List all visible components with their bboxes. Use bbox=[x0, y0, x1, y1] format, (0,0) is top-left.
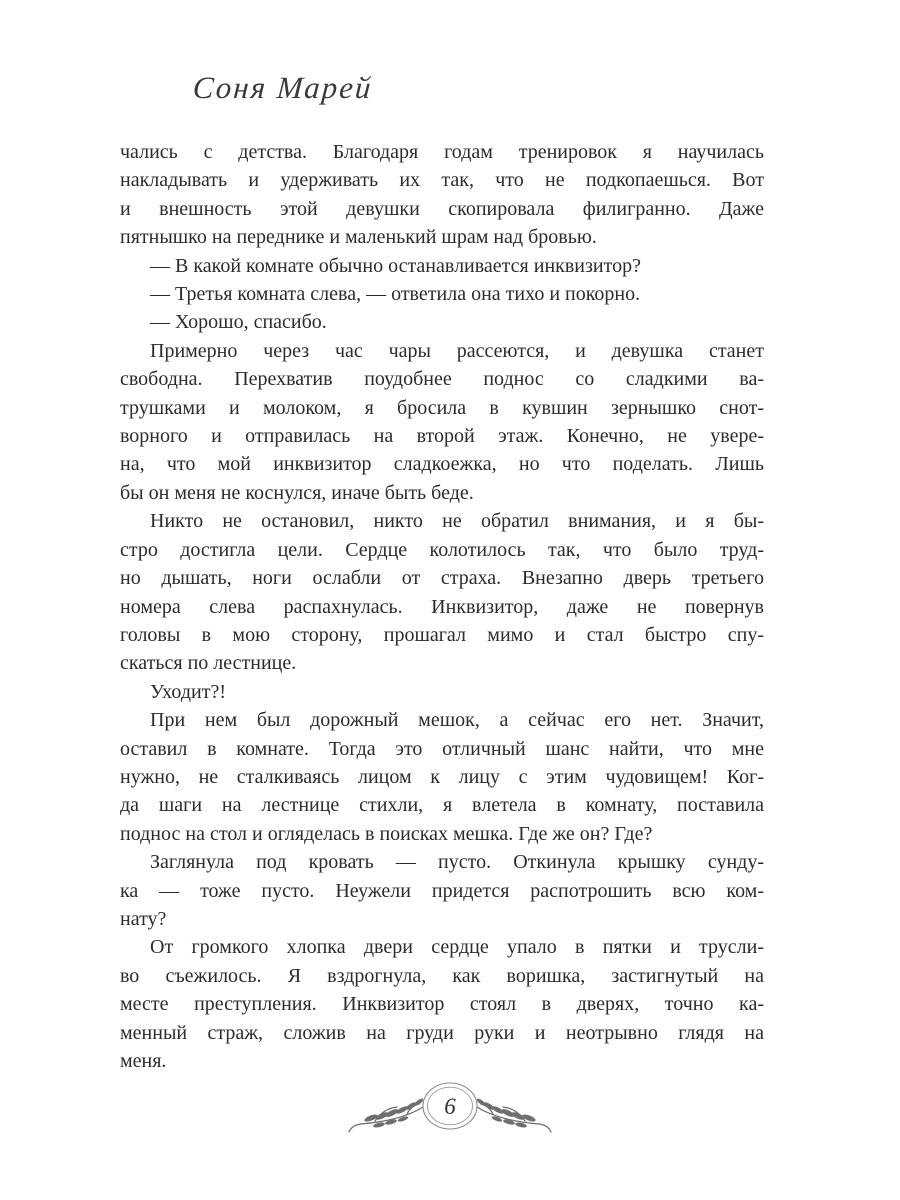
text-line: Уходит?! bbox=[150, 680, 226, 703]
page-number-ornament bbox=[335, 1076, 565, 1138]
paragraph bbox=[120, 138, 764, 252]
paragraph bbox=[120, 678, 764, 706]
text-line: поднос на стол и огляделась в поисках мешка. Где же он? Где? bbox=[120, 822, 653, 845]
text-line: ворного и отправилась на второй этаж. Конечно, не увере- bbox=[120, 425, 764, 448]
text-line: оставил в комнате. Тогда это отличный шанс найти, что мне bbox=[120, 737, 764, 760]
text-line: От громкого хлопка двери сердце упало в пятки и трусли- bbox=[150, 936, 764, 959]
text-line: Никто не остановил, никто не обратил внимания, и я бы- bbox=[150, 510, 764, 533]
text-line: При нем был дорожный мешок, а сейчас его нет. Значит, bbox=[150, 709, 764, 732]
page-number: 6 bbox=[444, 1094, 456, 1119]
paragraph bbox=[120, 337, 764, 507]
text-line: свободна. Перехватив поудобнее поднос со сладкими ва- bbox=[120, 368, 764, 391]
text-line: но дышать, ноги ослабли от страха. Внезапно дверь третьего bbox=[120, 567, 764, 590]
text-line: пятнышко на переднике и маленький шрам над бровью. bbox=[120, 226, 597, 249]
text-line: и внешность этой девушки скопировала филигранно. Даже bbox=[120, 197, 764, 220]
paragraph bbox=[120, 706, 764, 848]
flourish-right-icon bbox=[476, 1097, 551, 1132]
text-line: — Хорошо, спасибо. bbox=[150, 311, 327, 334]
paragraph bbox=[120, 280, 764, 308]
text-line: да шаги на лестнице стихли, я влетела в комнату, поставила bbox=[120, 794, 764, 817]
text-line: Заглянула под кровать — пусто. Откинула крышку сунду- bbox=[150, 851, 764, 874]
flourish-left-icon bbox=[349, 1097, 424, 1132]
paragraph bbox=[120, 848, 764, 933]
paragraph bbox=[120, 507, 764, 677]
text-line: месте преступления. Инквизитор стоял в дверях, точно ка- bbox=[120, 993, 764, 1016]
author-header: Соня Марей bbox=[191, 70, 374, 105]
text-line: трушками и молоком, я бросила в кувшин зернышко снот- bbox=[120, 396, 764, 419]
text-line: номера слева распахнулась. Инквизитор, даже не повернув bbox=[120, 595, 764, 618]
page-footer bbox=[0, 1076, 900, 1138]
paragraph bbox=[120, 933, 764, 1075]
text-line: нату? bbox=[120, 907, 167, 930]
body-text bbox=[120, 138, 764, 1075]
text-line: на, что мой инквизитор сладкоежка, но что поделать. Лишь bbox=[120, 453, 764, 476]
text-line: во съежилось. Я вздрогнула, как воришка, застигнутый на bbox=[120, 964, 764, 987]
text-line: скаться по лестнице. bbox=[120, 652, 297, 675]
text-line: меня. bbox=[120, 1050, 167, 1072]
paragraph bbox=[120, 308, 764, 336]
text-line: Примерно через час чары рассеются, и девушка станет bbox=[150, 339, 764, 362]
text-line: менный страж, сложив на груди руки и неотрывно глядя на bbox=[120, 1021, 764, 1044]
text-line: ка — тоже пусто. Неужели придется распотрошить всю ком- bbox=[120, 879, 764, 902]
text-line: — Третья комната слева, — ответила она тихо и покорно. bbox=[150, 283, 641, 306]
text-line: бы он меня не коснулся, иначе быть беде. bbox=[120, 481, 474, 504]
paragraph bbox=[120, 252, 764, 280]
text-line: чались с детства. Благодаря годам тренировок я научилась bbox=[120, 141, 764, 163]
text-line: головы в мою сторону, прошагал мимо и стал быстро спу- bbox=[120, 623, 764, 646]
text-line: стро достигла цели. Сердце колотилось так, что было труд- bbox=[120, 538, 764, 561]
text-line: — В какой комнате обычно останавливается инквизитор? bbox=[150, 254, 641, 277]
text-line: нужно, не сталкиваясь лицом к лицу с этим чудовищем! Ког- bbox=[120, 765, 764, 788]
text-line: накладывать и удерживать их так, что не подкопаешься. Вот bbox=[120, 169, 764, 192]
